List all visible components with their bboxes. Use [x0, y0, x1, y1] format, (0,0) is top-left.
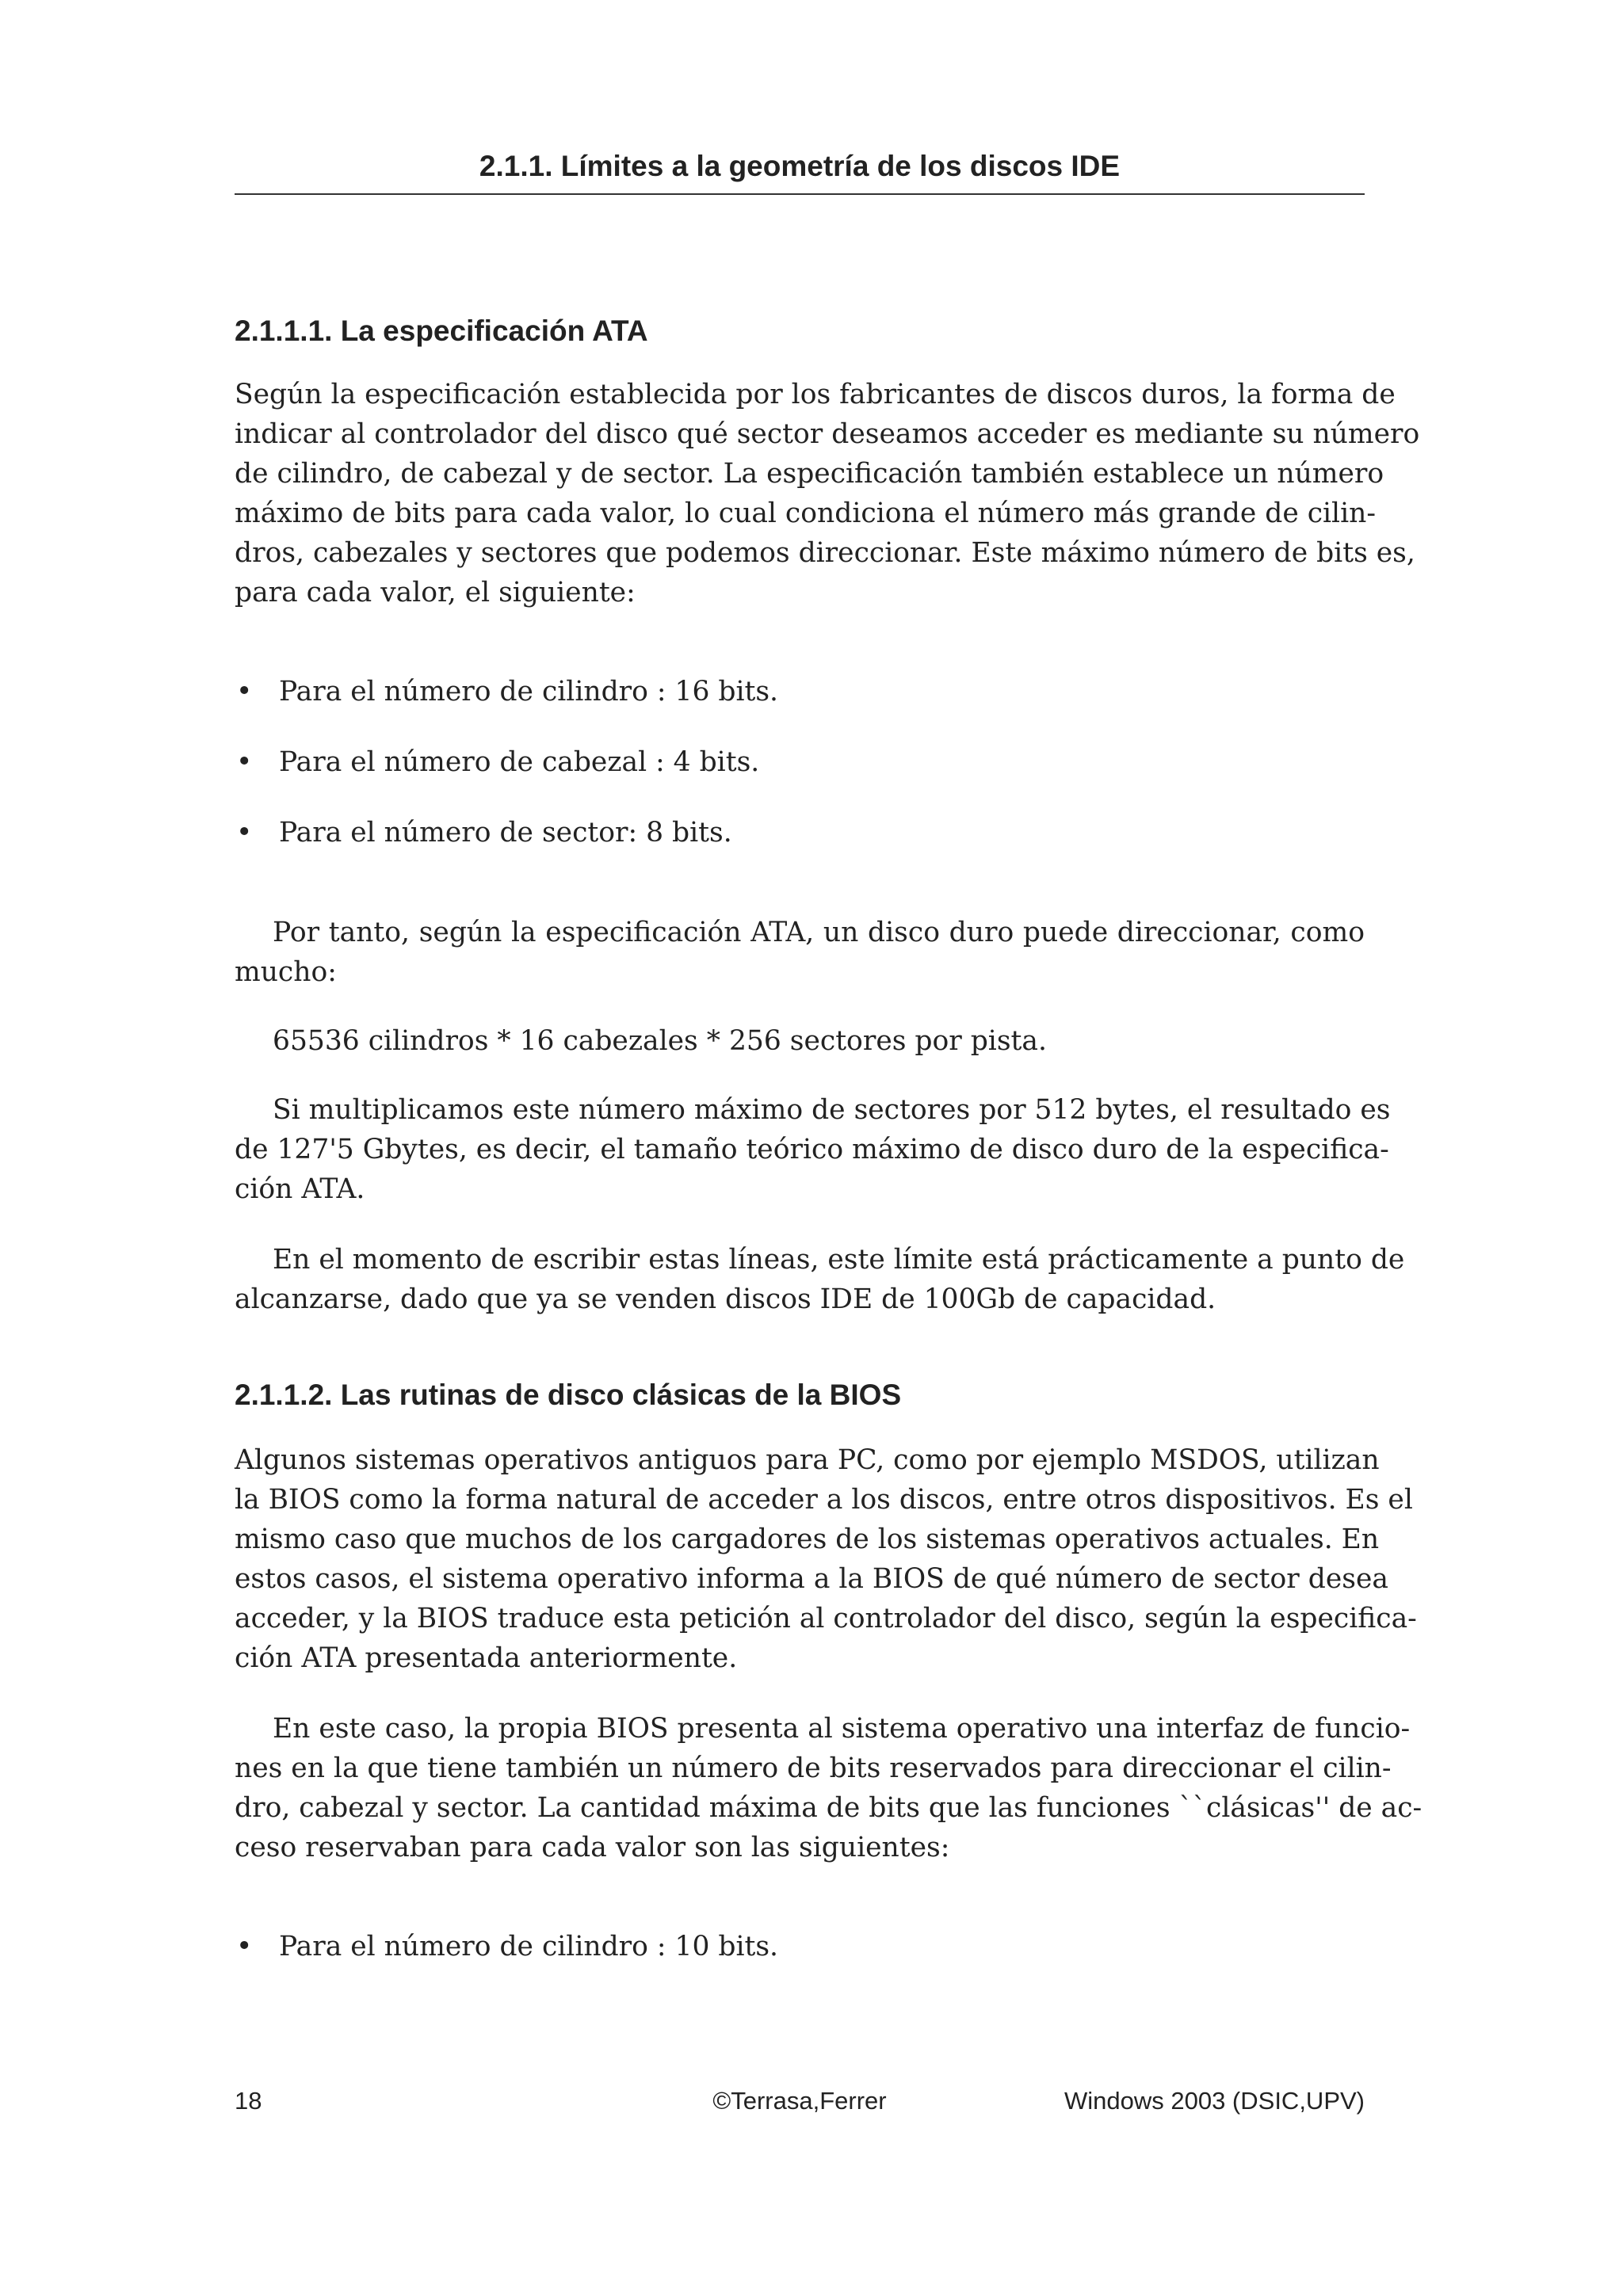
text-line: mismo caso que muchos de los cargadores de los sistemas operativos actuales. En [235, 1524, 1380, 1555]
paragraph-ata-limit [235, 1240, 1405, 1319]
text-line: dros, cabezales y sectores que podemos direccionar. Este máximo número de bits es, [235, 537, 1415, 569]
text-line: alcanzarse, dado que ya se venden discos IDE de 100Gb de capacidad. [235, 1283, 1216, 1315]
bullet-icon: • [236, 746, 253, 778]
text-line: En este caso, la propia BIOS presenta al sistema operativo una interfaz de funcio- [273, 1713, 1411, 1745]
bullet-icon: • [236, 1931, 253, 1962]
document-source: Windows 2003 (DSIC,UPV) [1064, 2087, 1365, 2115]
list-item-text: Para el número de cabezal : 4 bits. [279, 746, 760, 778]
list-item [235, 742, 759, 782]
running-header: 2.1.1. Límites a la geometría de los discos IDE [479, 150, 1121, 182]
paragraph-bios-intro [235, 1440, 1417, 1678]
document-page [235, 0, 1423, 2296]
text-line: dro, cabezal y sector. La cantidad máxima de bits que las funciones ``clásicas'' de ac- [235, 1792, 1423, 1824]
text-line: ceso reservaban para cada valor son las siguientes: [235, 1832, 950, 1863]
text-line: de 127'5 Gbytes, es decir, el tamaño teórico máximo de disco duro de la especifica- [235, 1134, 1389, 1165]
page-number: 18 [235, 2087, 262, 2115]
text-line: indicar al controlador del disco qué sector deseamos acceder es mediante su número [235, 418, 1420, 450]
text-line: estos casos, el sistema operativo informa a la BIOS de qué número de sector desea [235, 1563, 1388, 1595]
list-item-text: Para el número de sector: 8 bits. [279, 817, 732, 849]
list-item [235, 1927, 778, 1966]
paragraph-ata-conclusion [235, 913, 1365, 992]
text-line: Por tanto, según la especificación ATA, un disco duro puede direccionar, como [273, 917, 1365, 948]
text-line: máximo de bits para cada valor, lo cual condiciona el número más grande de cilin- [235, 498, 1377, 529]
bullet-icon: • [236, 817, 253, 849]
text-line: para cada valor, el siguiente: [235, 577, 636, 608]
text-line: acceder, y la BIOS traduce esta petición al controlador del disco, según la especifica- [235, 1603, 1417, 1634]
list-item-text: Para el número de cilindro : 10 bits. [279, 1931, 779, 1962]
text-line: Algunos sistemas operativos antiguos para PC, como por ejemplo MSDOS, utilizan [235, 1444, 1380, 1476]
copyright-notice: ©Terrasa,Ferrer [712, 2087, 887, 2115]
formula: 65536 cilindros * 16 cabezales * 256 sectores por pista. [273, 1025, 1047, 1057]
text-line: ción ATA. [235, 1173, 365, 1205]
paragraph-ata-capacity [235, 1090, 1391, 1209]
list-item [235, 672, 778, 711]
text-line: la BIOS como la forma natural de acceder a los discos, entre otros dispositivos. Es el [235, 1484, 1413, 1516]
section-heading-bios: 2.1.1.2. Las rutinas de disco clásicas de la BIOS [235, 1379, 902, 1411]
text-line: mucho: [235, 956, 337, 988]
paragraph-bios-functions [235, 1709, 1423, 1867]
list-item [235, 813, 732, 852]
text-line: En el momento de escribir estas líneas, este límite está prácticamente a punto de [273, 1244, 1405, 1276]
text-line: de cilindro, de cabezal y de sector. La especificación también establece un número [235, 458, 1384, 490]
section-heading-ata: 2.1.1.1. La especificación ATA [235, 315, 648, 347]
page-footer [235, 2084, 1365, 2119]
header-rule [235, 193, 1365, 195]
bullet-icon: • [236, 676, 253, 707]
text-line: Si multiplicamos este número máximo de sectores por 512 bytes, el resultado es [273, 1094, 1391, 1126]
paragraph-ata-intro [235, 375, 1420, 612]
text-line: Según la especificación establecida por los fabricantes de discos duros, la forma de [235, 379, 1396, 410]
text-line: ción ATA presentada anteriormente. [235, 1642, 738, 1674]
text-line: nes en la que tiene también un número de bits reservados para direccionar el cilin- [235, 1753, 1392, 1784]
list-item-text: Para el número de cilindro : 16 bits. [279, 676, 779, 707]
